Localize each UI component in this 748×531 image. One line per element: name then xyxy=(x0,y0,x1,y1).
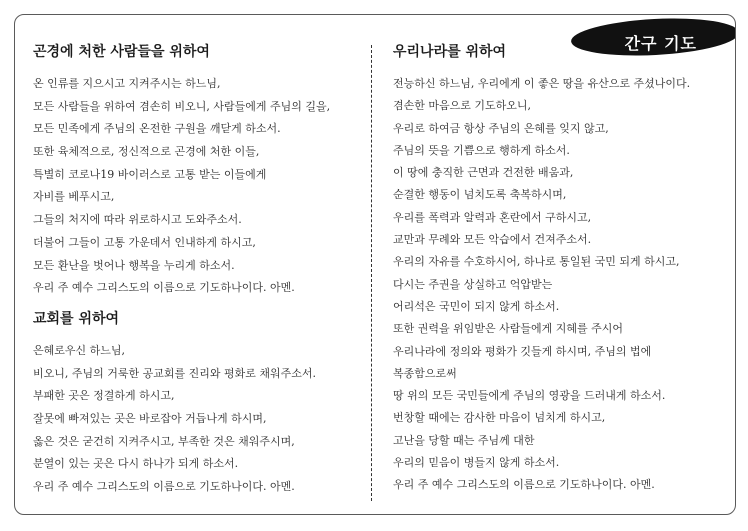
prayer-line: 고난을 당할 때는 주님께 대한 xyxy=(393,433,535,447)
prayer-line: 우리 주 예수 그리스도의 이름으로 기도하나이다. 아멘. xyxy=(393,478,655,492)
title-badge-label: 간구 기도 xyxy=(624,34,697,53)
section-troubled xyxy=(33,43,373,300)
prayer-lines xyxy=(33,340,373,499)
section-title: 교회를 위하여 xyxy=(33,310,120,327)
left-column xyxy=(33,43,373,499)
column-divider xyxy=(371,45,372,501)
prayer-line: 우리로 하여금 항상 주님의 은혜를 잊지 않고, xyxy=(393,121,609,135)
prayer-line: 온 인류를 지으시고 지켜주시는 하느님, xyxy=(33,77,221,90)
prayer-line: 어리석은 국민이 되지 않게 하소서. xyxy=(393,299,560,313)
prayer-line: 비오니, 주님의 거룩한 공교회를 진리와 평화로 채워주소서. xyxy=(33,366,316,380)
section-title: 곤경에 처한 사람들을 위하여 xyxy=(33,44,210,60)
prayer-line: 옳은 것은 굳건히 지켜주시고, 부족한 것은 채워주시며, xyxy=(33,434,295,448)
prayer-line: 우리를 폭력과 알력과 혼란에서 구하시고, xyxy=(393,210,592,224)
prayer-line: 그들의 처지에 따라 위로하시고 도와주소서. xyxy=(33,213,242,227)
prayer-line: 번창할 때에는 감사한 마음이 넘치게 하시고, xyxy=(393,411,606,425)
prayer-line: 다시는 주권을 상실하고 억압받는 xyxy=(393,277,553,291)
prayer-line: 자비를 베푸시고, xyxy=(33,190,115,204)
prayer-lines xyxy=(393,73,733,497)
prayer-line: 전능하신 하느님, 우리에게 이 좋은 땅을 유산으로 주셨나이다. xyxy=(393,77,691,90)
section-gap xyxy=(33,300,373,310)
prayer-line: 부패한 곳은 정결하게 하시고, xyxy=(33,389,175,403)
prayer-line: 모든 사람들을 위하여 겸손히 비오니, 사람들에게 주님의 길을, xyxy=(33,99,331,113)
prayer-line: 또한 권력을 위임받은 사람들에게 지혜를 주시어 xyxy=(393,322,624,336)
prayer-line: 주님의 뜻을 기쁨으로 행하게 하소서. xyxy=(393,143,570,157)
prayer-line: 우리 주 예수 그리스도의 이름으로 기도하나이다. 아멘. xyxy=(33,480,295,493)
section-church xyxy=(33,310,373,499)
prayer-line: 또한 육체적으로, 정신적으로 곤경에 처한 이들, xyxy=(33,145,260,159)
prayer-line: 특별히 코로나19 바이러스로 고통 받는 이들에게 xyxy=(33,167,267,181)
prayer-lines xyxy=(33,73,373,300)
prayer-line: 우리의 자유를 수호하시어, 하나로 통일된 국민 되게 하시고, xyxy=(393,255,680,269)
prayer-line: 순결한 행동이 넘치도록 축복하시며, xyxy=(393,188,567,202)
prayer-line: 복종함으로써 xyxy=(393,366,457,380)
prayer-card xyxy=(14,14,736,515)
prayer-line: 겸손한 마음으로 기도하오니, xyxy=(393,99,532,113)
prayer-line: 이 땅에 충직한 근면과 건전한 배움과, xyxy=(393,166,574,180)
right-column xyxy=(393,43,733,497)
prayer-line: 잘못에 빠져있는 곳은 바로잡아 거듭나게 하시며, xyxy=(33,411,267,425)
prayer-line: 우리 주 예수 그리스도의 이름으로 기도하나이다. 아멘. xyxy=(33,281,295,295)
prayer-line: 더불어 그들이 고통 가운데서 인내하게 하시고, xyxy=(33,235,256,249)
prayer-line: 분열이 있는 곳은 다시 하나가 되게 하소서. xyxy=(33,457,239,471)
prayer-line: 은혜로우신 하느님, xyxy=(33,343,126,357)
section-title: 우리나라를 위하여 xyxy=(393,44,507,60)
prayer-line: 땅 위의 모든 국민들에게 주님의 영광을 드러내게 하소서. xyxy=(393,389,666,403)
prayer-line: 교만과 무례와 모든 악습에서 건져주소서. xyxy=(393,233,592,247)
prayer-line: 우리의 믿음이 병들지 않게 하소서. xyxy=(393,456,560,470)
prayer-line: 모든 민족에게 주님의 온전한 구원을 깨닫게 하소서. xyxy=(33,122,281,136)
prayer-line: 모든 환난을 벗어나 행복을 누리게 하소서. xyxy=(33,258,235,272)
section-nation xyxy=(393,43,733,497)
prayer-line: 우리나라에 정의와 평화가 깃들게 하시며, 주님의 법에 xyxy=(393,344,652,358)
